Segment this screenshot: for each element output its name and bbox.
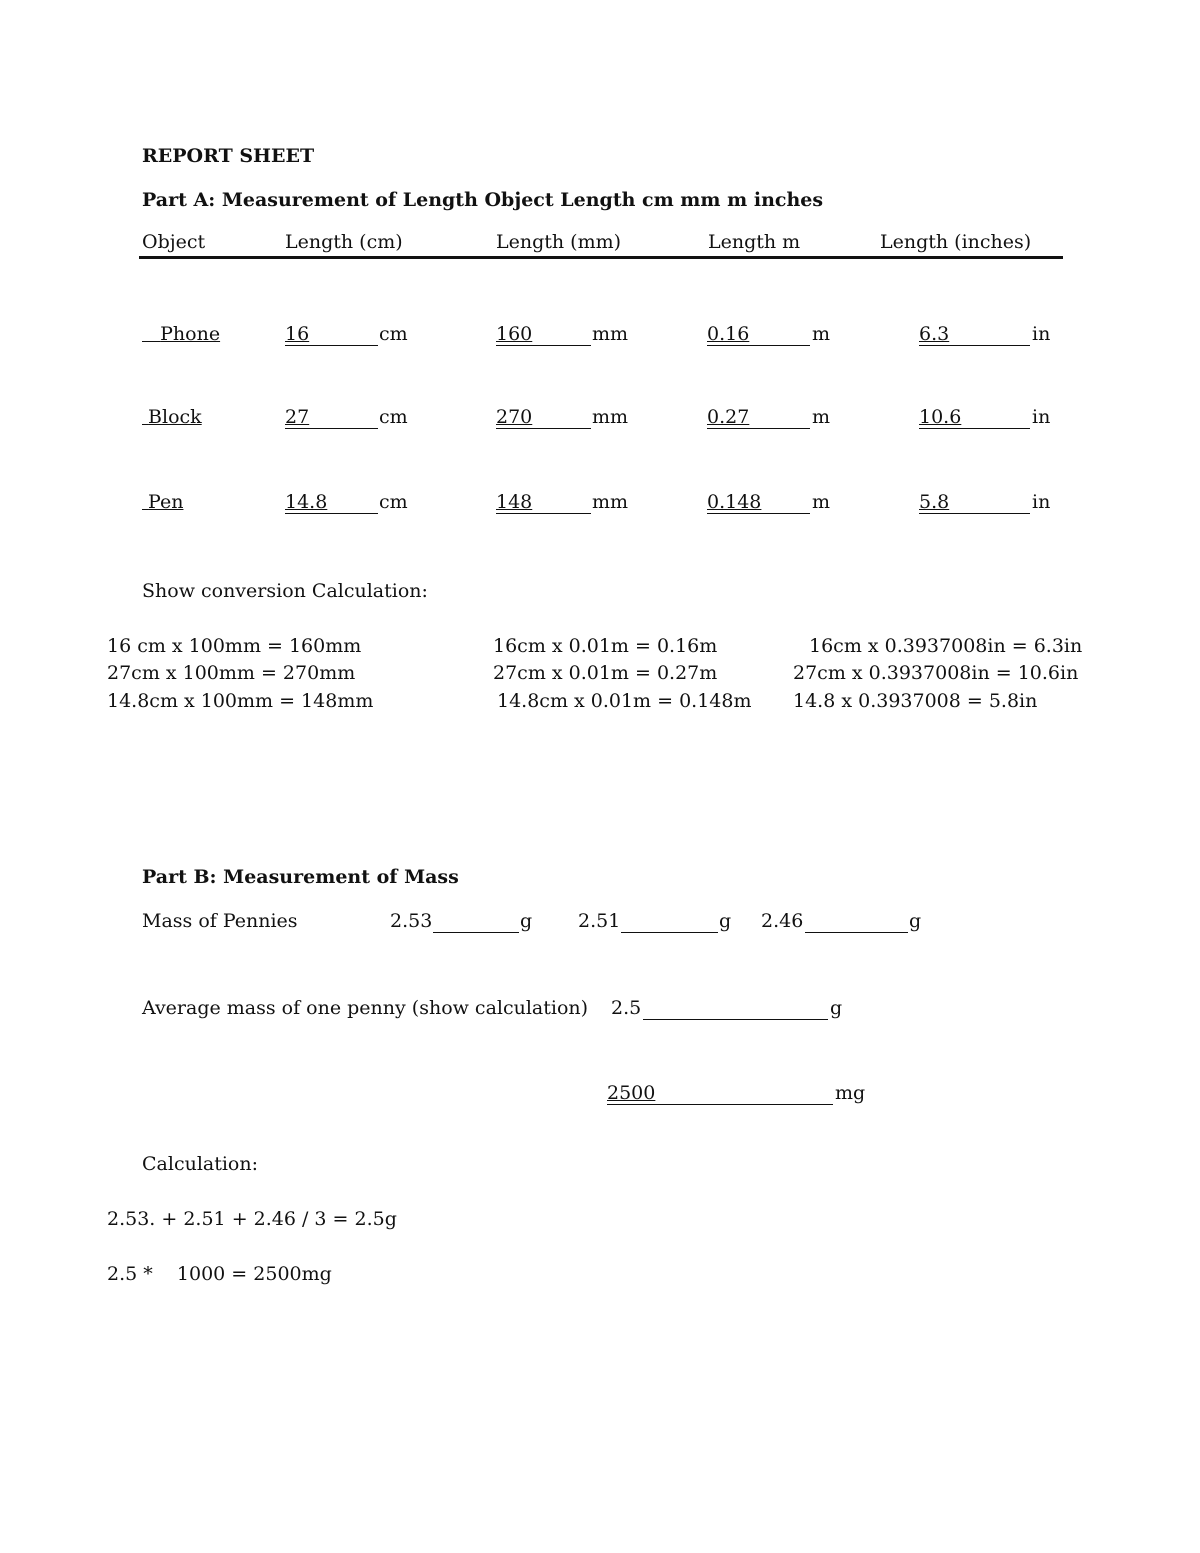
mg-unit: mg bbox=[835, 1082, 866, 1104]
mass-value: 2.46 bbox=[761, 910, 804, 932]
value-mm: 148 bbox=[496, 491, 533, 513]
calculation-label: Calculation: bbox=[142, 1153, 259, 1175]
conversion-m-line: 27cm x 0.01m = 0.27m bbox=[493, 662, 718, 684]
value-cm: 27 bbox=[285, 406, 310, 428]
header-rule bbox=[139, 256, 1063, 259]
part-a-heading: Part A: Measurement of Length Object Length cm mm m inches bbox=[142, 189, 824, 211]
conversion-mm-line: 16 cm x 100mm = 160mm bbox=[107, 635, 362, 657]
value-m: 0.27 bbox=[707, 406, 750, 428]
blank-line bbox=[285, 345, 378, 346]
conversion-m-line: 14.8cm x 0.01m = 0.148m bbox=[497, 690, 752, 712]
mass-value: 2.53 bbox=[390, 910, 433, 932]
unit-mm: mm bbox=[592, 406, 629, 428]
unit-in: in bbox=[1032, 491, 1051, 513]
average-unit: g bbox=[830, 997, 843, 1019]
row-object: Pen bbox=[148, 491, 184, 513]
conversion-in-line: 27cm x 0.3937008in = 10.6in bbox=[793, 662, 1079, 684]
blank-line bbox=[285, 513, 378, 514]
unit-cm: cm bbox=[379, 491, 408, 513]
average-value: 2.5 bbox=[611, 997, 642, 1019]
part-b-heading: Part B: Measurement of Mass bbox=[142, 866, 459, 888]
mass-unit: g bbox=[719, 910, 732, 932]
value-in: 6.3 bbox=[919, 323, 950, 345]
row-object: Phone bbox=[160, 323, 221, 345]
calculation-line: 2.53. + 2.51 + 2.46 / 3 = 2.5g bbox=[107, 1208, 397, 1230]
header-object: Object bbox=[142, 231, 206, 253]
value-mm: 270 bbox=[496, 406, 533, 428]
mass-unit: g bbox=[520, 910, 533, 932]
blank-line bbox=[707, 428, 810, 429]
unit-cm: cm bbox=[379, 323, 408, 345]
unit-cm: cm bbox=[379, 406, 408, 428]
mass-value: 2.51 bbox=[578, 910, 621, 932]
calculation-line: 2.5 * 1000 = 2500mg bbox=[107, 1263, 332, 1285]
header-length-cm: Length (cm) bbox=[285, 231, 403, 253]
mass-unit: g bbox=[909, 910, 922, 932]
blank-line bbox=[707, 513, 810, 514]
conversion-mm-line: 27cm x 100mm = 270mm bbox=[107, 662, 356, 684]
value-cm: 16 bbox=[285, 323, 310, 345]
value-m: 0.148 bbox=[707, 491, 762, 513]
row-object: Block bbox=[148, 406, 202, 428]
header-length-mm: Length (mm) bbox=[496, 231, 622, 253]
blank-line bbox=[496, 428, 591, 429]
unit-in: in bbox=[1032, 323, 1051, 345]
blank-line bbox=[285, 428, 378, 429]
unit-m: m bbox=[812, 491, 831, 513]
unit-mm: mm bbox=[592, 491, 629, 513]
conversion-in-line: 16cm x 0.3937008in = 6.3in bbox=[809, 635, 1083, 657]
value-in: 5.8 bbox=[919, 491, 950, 513]
value-cm: 14.8 bbox=[285, 491, 328, 513]
unit-m: m bbox=[812, 406, 831, 428]
blank-line bbox=[643, 1019, 828, 1020]
unit-mm: mm bbox=[592, 323, 629, 345]
report-title: REPORT SHEET bbox=[142, 145, 315, 167]
value-mm: 160 bbox=[496, 323, 533, 345]
header-length-inches: Length (inches) bbox=[880, 231, 1032, 253]
conversion-in-line: 14.8 x 0.3937008 = 5.8in bbox=[793, 690, 1038, 712]
blank-line bbox=[496, 345, 591, 346]
conversion-label: Show conversion Calculation: bbox=[142, 580, 428, 602]
blank-line bbox=[433, 932, 519, 933]
blank-line bbox=[496, 513, 591, 514]
unit-m: m bbox=[812, 323, 831, 345]
blank-line bbox=[621, 932, 718, 933]
average-label: Average mass of one penny (show calculation) bbox=[142, 997, 589, 1019]
blank-line bbox=[919, 513, 1030, 514]
value-in: 10.6 bbox=[919, 406, 962, 428]
blank-line bbox=[707, 345, 810, 346]
blank-line bbox=[919, 428, 1030, 429]
conversion-m-line: 16cm x 0.01m = 0.16m bbox=[493, 635, 718, 657]
header-length-m: Length m bbox=[708, 231, 801, 253]
value-m: 0.16 bbox=[707, 323, 750, 345]
blank-line bbox=[919, 345, 1030, 346]
unit-in: in bbox=[1032, 406, 1051, 428]
mg-value: 2500 bbox=[607, 1082, 656, 1104]
blank-line bbox=[607, 1104, 833, 1105]
blank-line bbox=[805, 932, 908, 933]
conversion-mm-line: 14.8cm x 100mm = 148mm bbox=[107, 690, 374, 712]
mass-label: Mass of Pennies bbox=[142, 910, 298, 932]
